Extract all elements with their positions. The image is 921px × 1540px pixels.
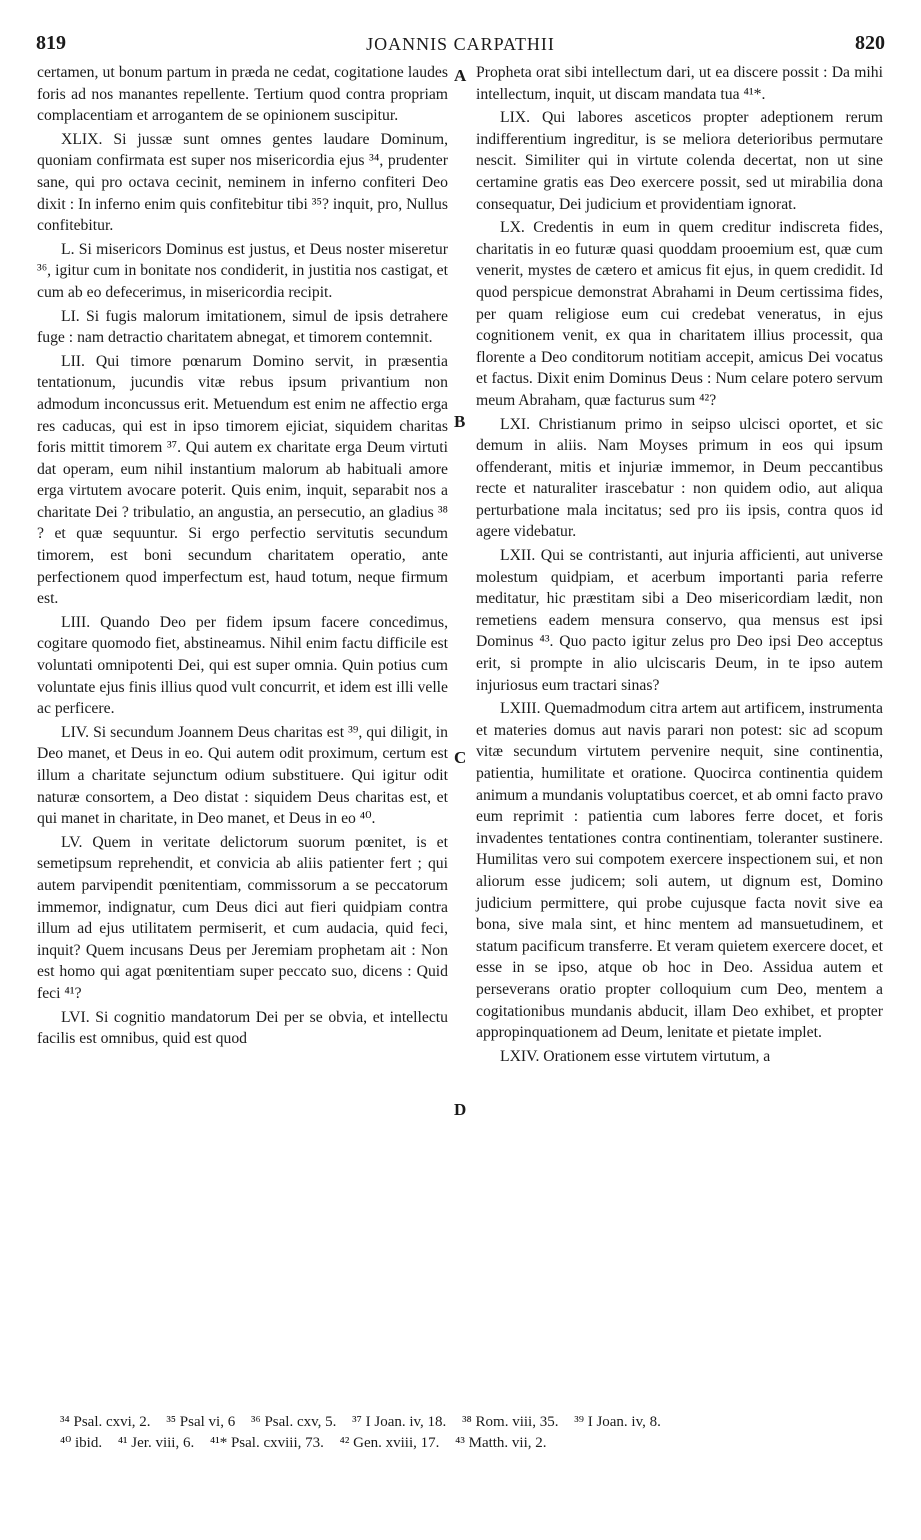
paragraph-l: L. Si misericors Dominus est justus, et Deus noster miseretur ³⁶, igitur cum in bonitate nos condiderit, in justitia nos castigat, et cum ab eo defecerimus, in misericordia recipit. — [37, 240, 448, 301]
paragraph-lii: LII. Qui timore pœnarum Domino servit, in præsentia tentationum, jucundis vitæ rebus ipsum privantium non admodum inconcussus erit. Metuendum est enim ne affectio erga res caducas, qui est in ipso timorem ejiciat, siquidem charitas foris mittit timorem ³⁷. Qui autem ex charitate erga Deum virtuti dat operam, eum nihil instantium malorum ab habituali amore erga virtutem avocare poterit. Quis enim, inquit, separabit nos a charitate Dei ? tribulatio, an angustia, an persecutio, an gladius ³⁸ ? et quæ sequuntur. Si ergo perfectio servitutis secundum timorem, est boni secundum charitatem operatio, ante perfectionem quod imperfectum est, haud totum, neque firmum est. — [37, 352, 448, 608]
footnote: ⁴¹ Jer. viii, 6. — [117, 1435, 195, 1451]
paragraph-lvi: LVI. Si cognitio mandatorum Dei per se obvia, et intellectu facilis est omnibus, quid est quod — [37, 1008, 448, 1048]
paragraph-lx: LX. Credentis in eum in quem creditur indiscreta fides, charitatis in eo futuræ quasi quoddam prooemium est, quæ cum venerit, mystes de cætero et amicus fit ejus, in quem credidit. Id quod perspicue demonstrat Abrahami in Deum certissima fides, per quam religiose eum cui credebat veneratus, in ejus cognitionem venit, ex qua in charitatem illius processit, qua florente a Deo conditorum notitiam accepit, amicus Dei vocatus et factus. Dixit enim Dominus Deus : Num celare potero servum meum Abraham, quæ facturus sum ⁴²? — [476, 219, 883, 409]
paragraph-continuation: certamen, ut bonum partum in præda ne cedat, cogitatione laudes foris ad nos manantes repellente. Tertium quod contra propriam complacentiam et arrogantem de se opinionem suscipitur. — [37, 64, 448, 125]
paragraph-lxiv: LXIV. Orationem esse virtutem virtutum, a — [500, 1047, 771, 1065]
paragraph-lix: LIX. Qui labores asceticos propter adeptionem rerum indifferentium ingreditur, is se meliora deterioribus permutare nescit. Similiter qui in virtute colenda decertat, non ut sine certamine gratis eas Deo exercere possit, sed ut mirabilia dona consequatur, Dei judicium et providentiam ignorat. — [476, 109, 883, 213]
footnote: ³⁵ Psal vi, 6 — [166, 1414, 236, 1430]
footnote: ⁴³ Matth. vii, 2. — [455, 1435, 547, 1451]
margin-marker-b: B — [454, 412, 466, 431]
footnote: ³⁶ Psal. cxv, 5. — [250, 1414, 337, 1430]
page-header — [36, 32, 885, 58]
page-number-right: 820 — [855, 32, 885, 54]
right-column — [476, 62, 883, 1069]
margin-marker-a: A — [454, 66, 467, 85]
footnote: ⁴⁰ ibid. — [60, 1435, 103, 1451]
footnotes — [60, 1412, 890, 1454]
paragraph-continuation-right: Propheta orat sibi intellectum dari, ut ea discere possit : Da mihi intellectum, inquit, ut discam mandata tua ⁴¹*. — [476, 64, 883, 103]
paragraph-lxii: LXII. Qui se contristanti, aut injuria afficienti, aut universe molestum quidpiam, et acerbum importanti paria referre meditatur, hic præstitam sibi a Deo misericordiam lædit, non remetiens eadem mensura conservo, qua mensus est ipsi Dominus ⁴³. Quo pacto igitur zelus pro Deo ipsi Deo acceptus erit, si prompte in alio ulciscaris Deum, in te ipso autem injuriosus eum tractari sinas? — [476, 547, 883, 694]
paragraph-li: LI. Si fugis malorum imitationem, simul de ipsis detrahere fuge : nam detractio charitatem abnegat, et timorem contemnit. — [37, 307, 448, 347]
footnote: ³⁷ I Joan. iv, 18. — [352, 1414, 447, 1430]
footnote: ³⁴ Psal. cxvi, 2. — [60, 1414, 151, 1430]
paragraph-lxi: LXI. Christianum primo in seipso ulcisci oportet, et sic demum in aliis. Nam Moyses primum in eos qui ipsum offenderant, mitis et injuriæ immemor, in Deum peccantibus recte et naturaliter irascebatur : non quidem odio, aut aliqua perturbatione mala incitatus; sed pro iis ipsis, contra quos id agere videbatur. — [476, 415, 883, 541]
margin-marker-d: D — [454, 1100, 467, 1119]
paragraph-xlix: XLIX. Si jussæ sunt omnes gentes laudare Dominum, quoniam confirmata est super nos misericordia ejus ³⁴, prudenter sane, qui pro octava cecinit, neminem in inferno confiteri Deo dixit : In inferno enim quis confitebitur tibi ³⁵? inquit, pro, Nullus confitebitur. — [37, 130, 448, 235]
footnote-line-2 — [60, 1433, 890, 1454]
running-title: JOANNIS CARPATHII — [366, 34, 555, 54]
page-number-left: 819 — [36, 32, 66, 54]
paragraph-liii: LIII. Quando Deo per fidem ipsum facere concedimus, cogitare quomodo fiet, abstineamus. Nihil enim factu difficile est voluntati omnipotenti Dei, qui est super omnia. Quin potius cum voluntate ejus finis illius quod vult concurrit, et idem est illi velle ac perficere. — [37, 613, 448, 718]
paragraph-liv: LIV. Si secundum Joannem Deus charitas est ³⁹, qui diligit, in Deo manet, et Deus in eo. Qui autem odit proximum, certum est illum a charitate sejunctum odium substituere. Qui igitur odit naturæ consortem, a Deo distat : siquidem Deus charitas est, et qui manet in charitate, in Deo manet, et Deus in eo ⁴⁰. — [37, 723, 448, 828]
margin-marker-c: C — [454, 748, 467, 767]
footnote: ³⁸ Rom. viii, 35. — [462, 1414, 559, 1430]
footnote: ⁴² Gen. xviii, 17. — [339, 1435, 440, 1451]
left-column — [37, 62, 448, 1052]
paragraph-lxiii: LXIII. Quemadmodum citra artem aut artificem, instrumenta et materies domus aut navis parari non potest: sic ad scopum vitæ secundum virtutem pervenire nequit, sine continentia, patientia, humilitate et oratione. Quocirca continentia quidem animum a mundanis voluptatibus coercet, et ab omni facto pravo eum reprimit : patientia cum labores ferre docet, et foris invadentes tentationes contra continentiam, toleranter sustinere. Humilitas vero sui compotem exercere inspectionem sui, et non aliorum esse judicem; soli autem, ut dignum est, Domino judicium permittere, qui probe cujusque facta novit sive ea bona, sive mala sint, et hinc mentem ad mansuetudinem, et statum pacificum transferre. Et veram quietem exercere docet, et esse in se ipso, atque ob hoc in Deo. Assidua autem et perseverans oratio propter colloquium cum Deo, mentem a cogitationibus mundanis abducit, illam Deo exhibet, et propter appropinquationem ad Deum, lenitate et pietate implet. — [476, 700, 883, 1042]
footnote: ³⁹ I Joan. iv, 8. — [574, 1414, 661, 1430]
footnote-line-1 — [60, 1412, 890, 1433]
footnote: ⁴¹* Psal. cxviii, 73. — [209, 1435, 324, 1451]
paragraph-lv: LV. Quem in veritate delictorum suorum pœnitet, is et semetipsum reprehendit, et convicia ab aliis patienter fert ; qui autem parvipendit pœnitentiam, commissorum a se peccatorum immemor, indignatur, cum Deus dici aut fieri quidpiam contra illum ad ejus utilitatem permiserit, et cum audacia, quid feci, inquit? Quem incusans Deus per Jeremiam prophetam ait : Non est homo qui agat pœnitentiam super peccato suo, dicens : Quid feci ⁴¹? — [37, 833, 448, 1002]
